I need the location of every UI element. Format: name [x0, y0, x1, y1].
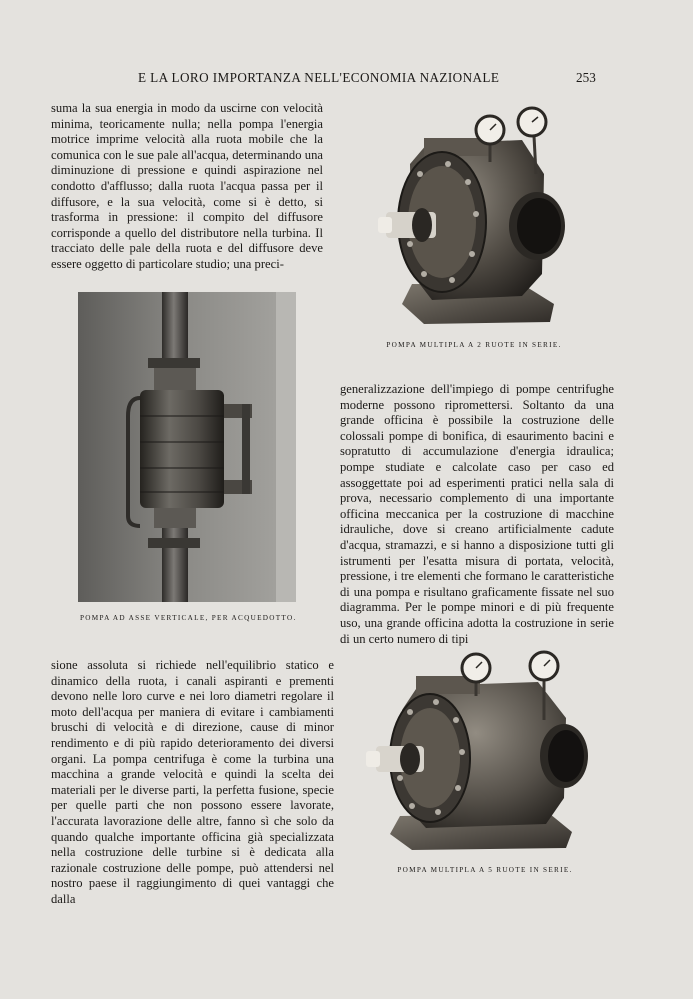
text-column-middle-right	[340, 382, 614, 647]
figure-caption-pump-5: POMPA MULTIPLA A 5 RUOTE IN SERIE.	[397, 866, 573, 874]
figure-caption-vertical-pump: POMPA AD ASSE VERTICALE, PER ACQUEDOTTO.	[80, 614, 297, 622]
pump-2-stages-illustration	[372, 104, 572, 330]
paragraph: generalizzazione dell'impiego di pompe centrifughe moderne possono ripromettersi. Soltanto da una grande officina è possibile la costruzione delle colossali pompe di bonifica, di esaurimento bacini e sopratutto di accumulazione d'energia idraulica; pompe studiate e calcolate caso per caso ed assoggettate poi ad esperimenti pratici nella sala di prova, necessario complemento di una importante officina meccanica per la costruzione di macchine idrauliche, dove si creano artificialmente cadute d'acqua, stramazzi, e si hanno a disposizione tutti gli istrumenti per l'esatta misura di portata, velocità, pressione, i tre elementi che formano le caratteristiche di una pompa e risultano graficamente fissate nel suo diagramma. Per le pompe minori e di più frequente uso, una grande officina adotta la costruzione in serie di un certo numero di tipi	[340, 382, 614, 646]
text-column-bottom-left	[51, 658, 334, 908]
photo-vertical-pump	[78, 292, 296, 602]
page-number: 253	[576, 70, 596, 85]
running-title: E LA LORO IMPORTANZA NELL'ECONOMIA NAZIONALE	[138, 70, 500, 85]
photo-pump-2-stages	[372, 104, 572, 330]
paragraph: sione assoluta si richiede nell'equilibrio statico e dinamico della ruota, i canali aspiranti e prementi devono nelle loro curve e nei loro diametri regolare il moto dell'acqua per maniera di evitare i cambiamenti bruschi di velocità e di direzione, cause di minor rendimento e di più rapido deterioramento dei diversi organi. La pompa centrifuga è come la turbina una macchina a grande velocità e quindi la scelta dei materiali per le diverse parti, la perfetta fusione, specie per quelle parti che non possono essere lavorate, l'accurata lavorazione delle altre, fanno sì che solo da quando qualche importante officina già specializzata nella costruzione delle turbine si è dedicata alla razionale costruzione delle pompe, può attendersi nel nostro paese il raggiungimento di quei vantaggi che dalla	[51, 658, 334, 906]
pump-5-stages-illustration	[360, 648, 594, 858]
text-column-top-left	[51, 101, 323, 273]
vertical-pump-illustration	[78, 292, 296, 602]
paragraph: suma la sua energia in modo da uscirne con velocità minima, teoricamente nulla; nella pompa l'energia motrice imprime velocità alla ruota mobile che la comunica con le sue pale all'acqua, determinando una diminuzione di pressione e quindi aspirazione nel condotto d'afflusso; dalla ruota l'acqua passa per il diffusore, e la sua velocità, come si è detto, si trasforma in pressione: il compito del diffusore corrisponde a quello del distributore nella turbina. Il tracciato delle pale della ruota e del diffusore deve essere oggetto di particolare studio; una preci-	[51, 101, 323, 271]
photo-pump-5-stages	[360, 648, 594, 858]
figure-caption-pump-2: POMPA MULTIPLA A 2 RUOTE IN SERIE.	[386, 341, 562, 349]
